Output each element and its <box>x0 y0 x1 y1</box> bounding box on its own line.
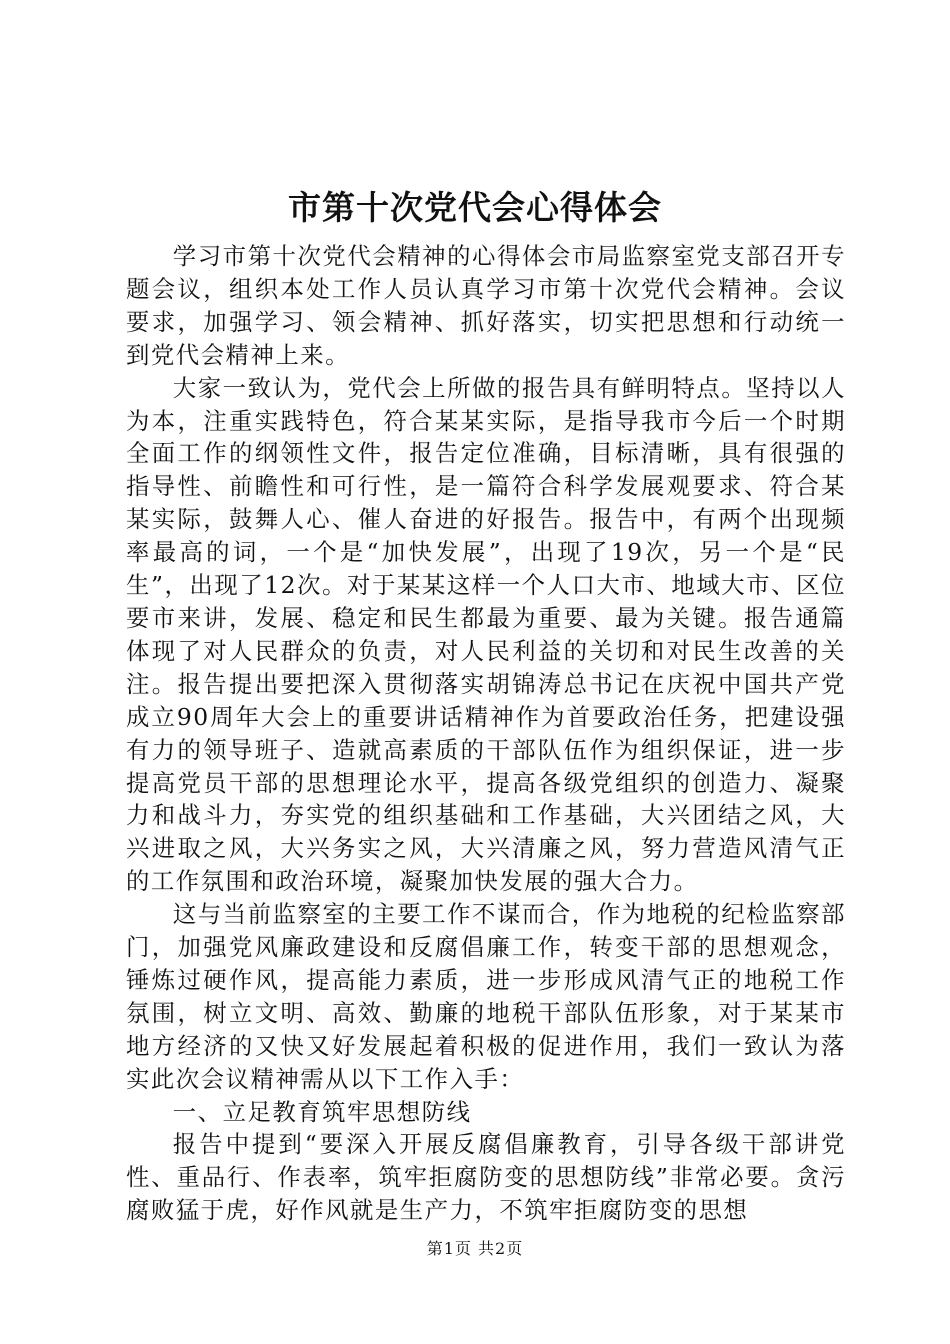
paragraph-3: 这与当前监察室的主要工作不谋而合，作为地税的纪检监察部门，加强党风廉政建设和反腐倡廉工作，转变干部的思想观念，锤炼过硬作风，提高能力素质，进一步形成风清气正的地税工作氛围，树立文明、高效、勤廉的地税干部队伍形象，对于某某市地方经济的又快又好发展起着积极的促进作用，我们一致认为落实此次会议精神需从以下工作入手： <box>126 900 846 1093</box>
page-footer: 第1页 共2页 <box>426 1239 524 1258</box>
document-body <box>126 240 846 1227</box>
document-title: 市第十次党代会心得体会 <box>288 188 662 227</box>
paragraph-1: 学习市第十次党代会精神的心得体会市局监察室党支部召开专题会议，组织本处工作人员认真学习市第十次党代会精神。会议要求，加强学习、领会精神、抓好落实，切实把思想和行动统一到党代会精神上来。 <box>126 242 846 369</box>
section-paragraph: 报告中提到“要深入开展反腐倡廉教育，引导各级干部讲党性、重品行、作表率，筑牢拒腐防变的思想防线”非常必要。贪污腐败猛于虎，好作风就是生产力，不筑牢拒腐防变的思想 <box>126 1130 846 1225</box>
paragraph-2: 大家一致认为，党代会上所做的报告具有鲜明特点。坚持以人为本，注重实践特色，符合某某实际，是指导我市今后一个时期全面工作的纲领性文件，报告定位准确，目标清晰，具有很强的指导性、前瞻性和可行性，是一篇符合科学发展观要求、符合某某实际，鼓舞人心、催人奋进的好报告。报告中，有两个出现频率最高的词，一个是“加快发展”，出现了19次，另一个是“民生”，出现了12次。对于某某这样一个人口大市、地域大市、区位要市来讲，发展、稳定和民生都最为重要、最为关键。报告通篇体现了对人民群众的负责，对人民利益的关切和对民生改善的关注。报告提出要把深入贯彻落实胡锦涛总书记在庆祝中国共产党成立90周年大会上的重要讲话精神作为首要政治任务，把建设强有力的领导班子、造就高素质的干部队伍作为组织保证，进一步提高党员干部的思想理论水平，提高各级党组织的创造力、凝聚力和战斗力，夯实党的组织基础和工作基础，大兴团结之风，大兴进取之风，大兴务实之风，大兴清廉之风，努力营造风清气正的工作氛围和政治环境，凝聚加快发展的强大合力。 <box>126 373 846 896</box>
section-heading: 一、立足教育筑牢思想防线 <box>172 1097 472 1126</box>
